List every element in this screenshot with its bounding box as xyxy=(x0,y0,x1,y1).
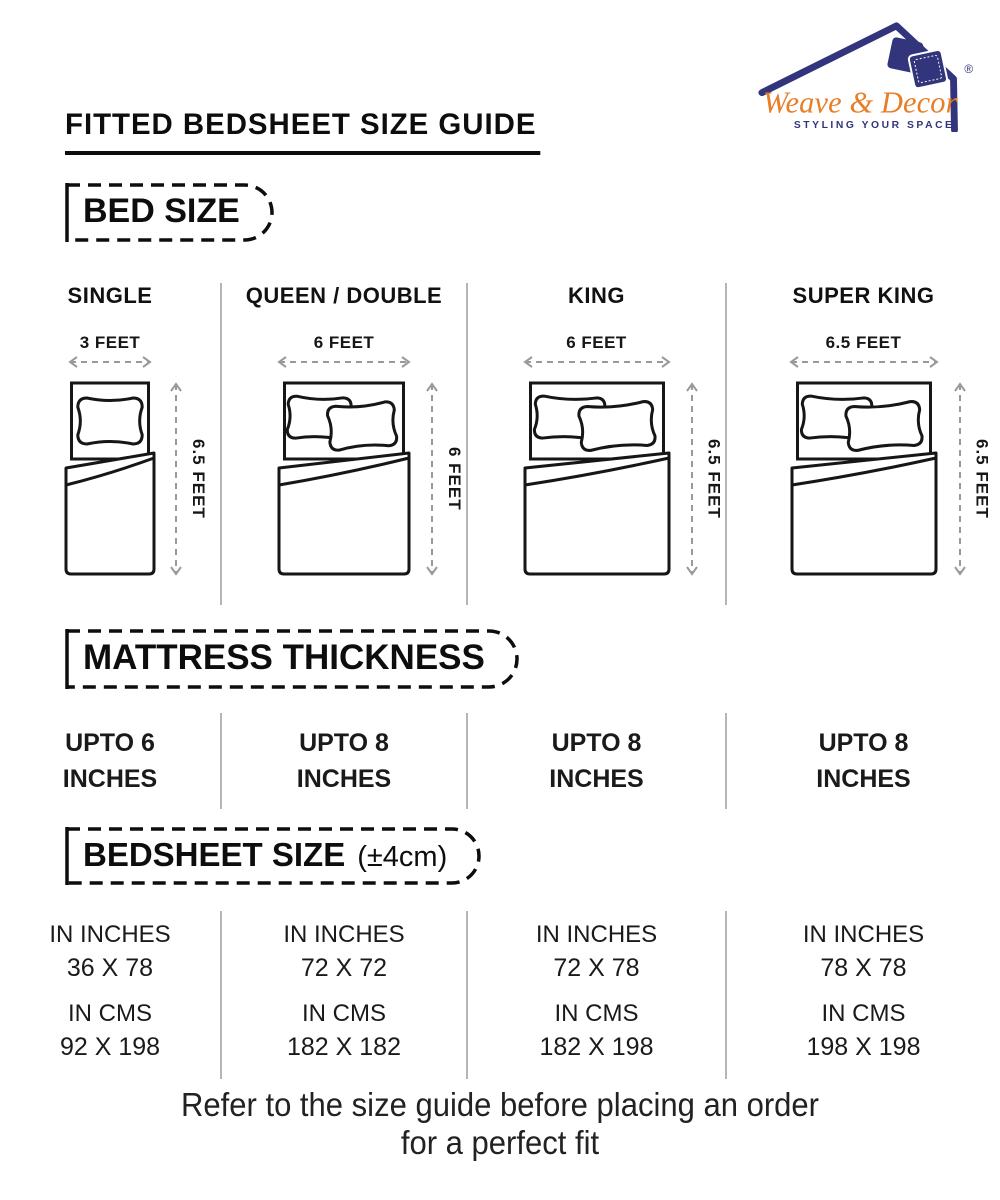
column-title: KING xyxy=(568,283,625,308)
thickness-unit: INCHES xyxy=(62,765,158,793)
width-arrow-icon xyxy=(522,354,672,370)
column-title: SUPER KING xyxy=(792,283,935,308)
thickness-unit: INCHES xyxy=(816,765,911,793)
bed-width-label: 6 FEET xyxy=(313,333,375,352)
height-arrow-icon xyxy=(168,381,184,577)
pillow-icon xyxy=(887,37,948,89)
inches-label: IN INCHES xyxy=(802,921,925,948)
footer-line1: Refer to the size guide before placing an order xyxy=(180,1086,820,1123)
thickness-unit: INCHES xyxy=(296,765,392,793)
brand-name: Weave & Decor xyxy=(762,85,958,120)
thickness-value: UPTO 8 xyxy=(818,729,909,757)
thickness-superking xyxy=(727,713,1000,809)
height-arrow-icon xyxy=(684,381,700,577)
inches-value: 72 X 72 xyxy=(300,954,388,982)
bed-column-queen xyxy=(222,283,468,605)
bed-width-label: 6.5 FEET xyxy=(825,333,902,352)
bedsheet-size-label: BEDSHEET SIZE xyxy=(83,836,346,873)
page-title: FITTED BEDSHEET SIZE GUIDE xyxy=(65,108,540,155)
mattress-thickness-label: MATTRESS THICKNESS xyxy=(83,638,485,677)
registered-mark: ® xyxy=(964,62,974,76)
bed-length-label: 6.5 FEET xyxy=(704,439,724,519)
bed-diagram-single xyxy=(64,333,208,577)
bed-size-section-header xyxy=(65,183,274,242)
height-dimension xyxy=(168,381,208,577)
width-arrow-icon xyxy=(67,354,153,370)
thickness-unit: INCHES xyxy=(549,765,644,793)
bed-length-label: 6.5 FEET xyxy=(189,439,208,519)
mattress-thickness-grid xyxy=(0,713,1000,809)
bed-width-label: 3 FEET xyxy=(79,333,141,352)
cms-value: 92 X 198 xyxy=(59,1033,161,1061)
cms-value: 182 X 198 xyxy=(539,1033,654,1061)
column-title: SINGLE xyxy=(67,283,153,308)
column-title: QUEEN / DOUBLE xyxy=(245,283,443,308)
thickness-value: UPTO 8 xyxy=(551,729,642,757)
brand-tagline: STYLING YOUR SPACE xyxy=(793,120,955,132)
bed-size-label: BED SIZE xyxy=(83,192,240,230)
bedsheet-size-grid xyxy=(0,911,1000,1079)
cms-label: IN CMS xyxy=(68,1000,152,1027)
bed-width-label: 6 FEET xyxy=(566,333,627,352)
cms-label: IN CMS xyxy=(302,1000,386,1027)
bed-size-grid xyxy=(0,283,1000,605)
sheet-size-king xyxy=(468,911,727,1079)
brand-logo xyxy=(756,14,982,132)
width-arrow-icon xyxy=(788,354,940,370)
thickness-queen xyxy=(222,713,468,809)
bed-icon xyxy=(523,381,671,577)
sheet-size-queen xyxy=(222,911,468,1079)
bed-length-label: 6 FEET xyxy=(445,447,464,511)
bed-column-king xyxy=(468,283,727,605)
mattress-thickness-section-header xyxy=(65,629,519,689)
thickness-king xyxy=(468,713,727,809)
footer-line2: for a perfect fit xyxy=(400,1124,600,1161)
bed-diagram-queen xyxy=(276,333,464,577)
width-arrow-icon xyxy=(276,354,412,370)
height-dimension xyxy=(684,381,724,577)
inches-value: 36 X 78 xyxy=(66,954,154,982)
bed-diagram-superking xyxy=(788,333,992,577)
footer-note xyxy=(30,1086,970,1162)
bed-icon xyxy=(277,381,411,577)
height-dimension xyxy=(952,381,992,577)
cms-label: IN CMS xyxy=(821,1000,906,1027)
inches-label: IN INCHES xyxy=(535,921,658,948)
cms-value: 182 X 182 xyxy=(287,1033,401,1061)
height-dimension xyxy=(424,381,464,577)
bedsheet-size-section-header xyxy=(65,827,481,885)
sheet-size-superking xyxy=(727,911,1000,1079)
bed-diagram-king xyxy=(522,333,724,577)
thickness-value: UPTO 8 xyxy=(299,729,389,757)
thickness-single xyxy=(0,713,222,809)
inches-label: IN INCHES xyxy=(283,921,405,948)
bed-column-single xyxy=(0,283,222,605)
bedsheet-tolerance: (±4cm) xyxy=(357,841,448,873)
bed-length-label: 6.5 FEET xyxy=(972,439,992,519)
inches-value: 72 X 78 xyxy=(553,954,640,982)
inches-value: 78 X 78 xyxy=(820,954,907,982)
bed-icon xyxy=(790,381,938,577)
height-arrow-icon xyxy=(424,381,440,577)
inches-label: IN INCHES xyxy=(49,921,171,948)
cms-value: 198 X 198 xyxy=(806,1033,921,1061)
bed-column-superking xyxy=(727,283,1000,605)
cms-label: IN CMS xyxy=(554,1000,639,1027)
sheet-size-single xyxy=(0,911,222,1079)
height-arrow-icon xyxy=(952,381,968,577)
thickness-value: UPTO 6 xyxy=(65,729,155,757)
bed-icon xyxy=(64,381,156,577)
